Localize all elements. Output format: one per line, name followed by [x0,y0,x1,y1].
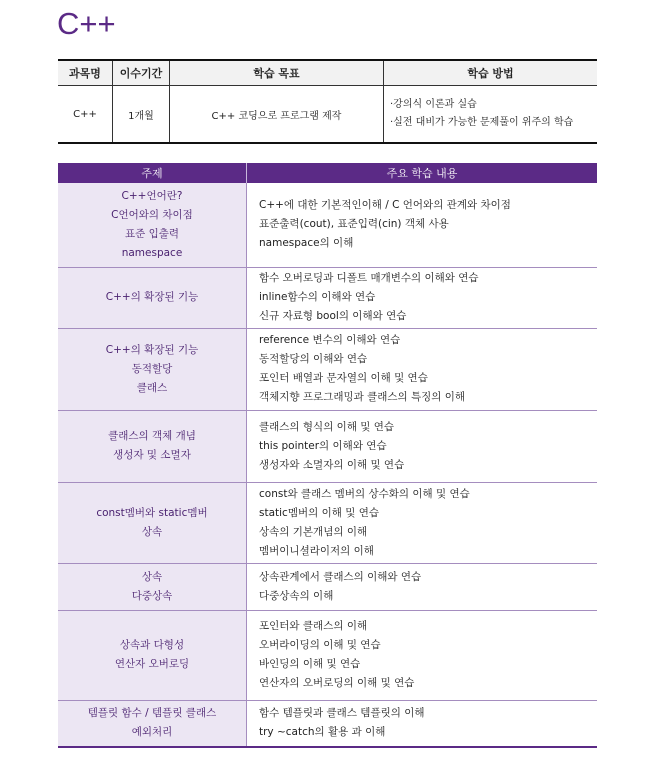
summary-row [58,86,597,144]
topic-line: namespace [121,246,183,259]
row-content [247,328,598,410]
content-line: try ~catch의 활용 과 이해 [259,726,386,739]
row-content [247,410,598,482]
topic-line: 클래스 [136,381,168,394]
content-line: 멤버이니셜라이저의 이해 [259,544,374,557]
content-line: 동적할당의 이해와 연습 [259,353,368,365]
row-content [247,183,598,267]
method-item: ·강의식 이론과 실습 [390,99,477,110]
content-line: static멤버의 이해 및 연습 [259,506,379,519]
content-line: 클래스의 형식의 이해 및 연습 [259,420,395,433]
course-goal: C++ 코딩으로 프로그램 제작 [170,86,384,144]
content-line: 다중상속의 이해 [259,589,334,602]
row-topic [58,183,247,267]
content-line: 상속관계에서 클래스의 이해와 연습 [259,570,422,583]
header-goal: 학습 목표 [170,60,384,86]
content-line: 포인터와 클래스의 이해 [259,620,368,632]
content-line: 표준출력(cout), 표준입력(cin) 객체 사용 [259,218,449,231]
curriculum-row [58,700,597,747]
content-line: 신규 자료형 bool의 이해와 연습 [259,310,407,322]
course-summary-table [58,59,597,144]
curriculum-row [58,328,597,410]
topic-line: 클래스의 객체 개념 [108,430,196,442]
content-line: C++에 대한 기본적인이해 / C 언어와의 관계와 차이점 [259,199,511,212]
row-topic [58,700,247,747]
content-line: 함수 오버로딩과 디폴트 매개변수의 이해와 연습 [259,272,479,284]
content-line: 객체지향 프로그래밍과 클래스의 특징의 이해 [259,391,466,403]
content-line: 포인터 배열과 문자열의 이해 및 연습 [259,372,428,384]
row-topic [58,610,247,700]
content-line: 생성자와 소멸자의 이해 및 연습 [259,458,405,471]
course-period: 1개월 [113,86,170,144]
row-topic [58,267,247,328]
row-content [247,610,598,700]
content-line: reference 변수의 이해와 연습 [259,334,401,346]
content-line: inline함수의 이해와 연습 [259,291,376,303]
topic-line: const멤버와 static멤버 [96,506,208,519]
row-content [247,482,598,563]
content-line: const와 클래스 멤버의 상수화의 이해 및 연습 [259,487,470,500]
curriculum-row [58,410,597,482]
content-line: 바인딩의 이해 및 연습 [259,658,361,670]
topic-line: 상속 [141,570,163,583]
row-topic [58,563,247,610]
topic-line: 표준 입출력 [124,227,180,240]
row-topic [58,328,247,410]
topic-line: C언어와의 차이점 [111,208,193,221]
row-content [247,267,598,328]
content-line: this pointer의 이해와 연습 [259,439,387,452]
topic-line: 연산자 오버로딩 [114,658,190,670]
topic-line: 생성자 및 소멸자 [113,449,191,461]
row-topic [58,410,247,482]
content-line: namespace의 이해 [259,237,354,250]
content-line: 연산자의 오버로딩의 이해 및 연습 [259,677,415,689]
curriculum-header-row [58,163,597,183]
content-line: 오버라이딩의 이해 및 연습 [259,639,381,651]
curriculum-row [58,183,597,267]
curriculum-row [58,482,597,563]
topic-line: 상속 [141,525,163,538]
curriculum-row [58,267,597,328]
topic-line: 템플릿 함수 / 템플릿 클래스 [87,707,217,720]
row-topic [58,482,247,563]
course-name: C++ [58,86,113,144]
curriculum-row [58,610,597,700]
topic-line: 예외처리 [131,726,173,739]
header-period: 이수기간 [113,60,170,86]
page-title: C++ [57,6,116,41]
topic-line: C++의 확장된 기능 [105,343,199,356]
method-item: ·실전 대비가 가능한 문제풀이 위주의 학습 [390,117,574,128]
content-line: 함수 템플릿과 클래스 템플릿의 이해 [259,707,425,720]
topic-line: 다중상속 [131,589,173,602]
topic-line: 동적할당 [131,362,173,375]
header-method: 학습 방법 [384,60,598,86]
topic-line: C++의 확장된 기능 [105,291,199,303]
header-course: 과목명 [58,60,113,86]
row-content [247,700,598,747]
topic-line: C++언어란? [121,189,183,202]
header-topic: 주제 [58,163,247,183]
header-content: 주요 학습 내용 [247,163,598,183]
summary-header-row [58,60,597,86]
topic-line: 상속과 다형성 [119,639,185,651]
curriculum-row [58,563,597,610]
content-line: 상속의 기본개념의 이해 [259,525,368,538]
row-content [247,563,598,610]
curriculum-table [58,163,597,748]
course-methods [384,86,598,144]
